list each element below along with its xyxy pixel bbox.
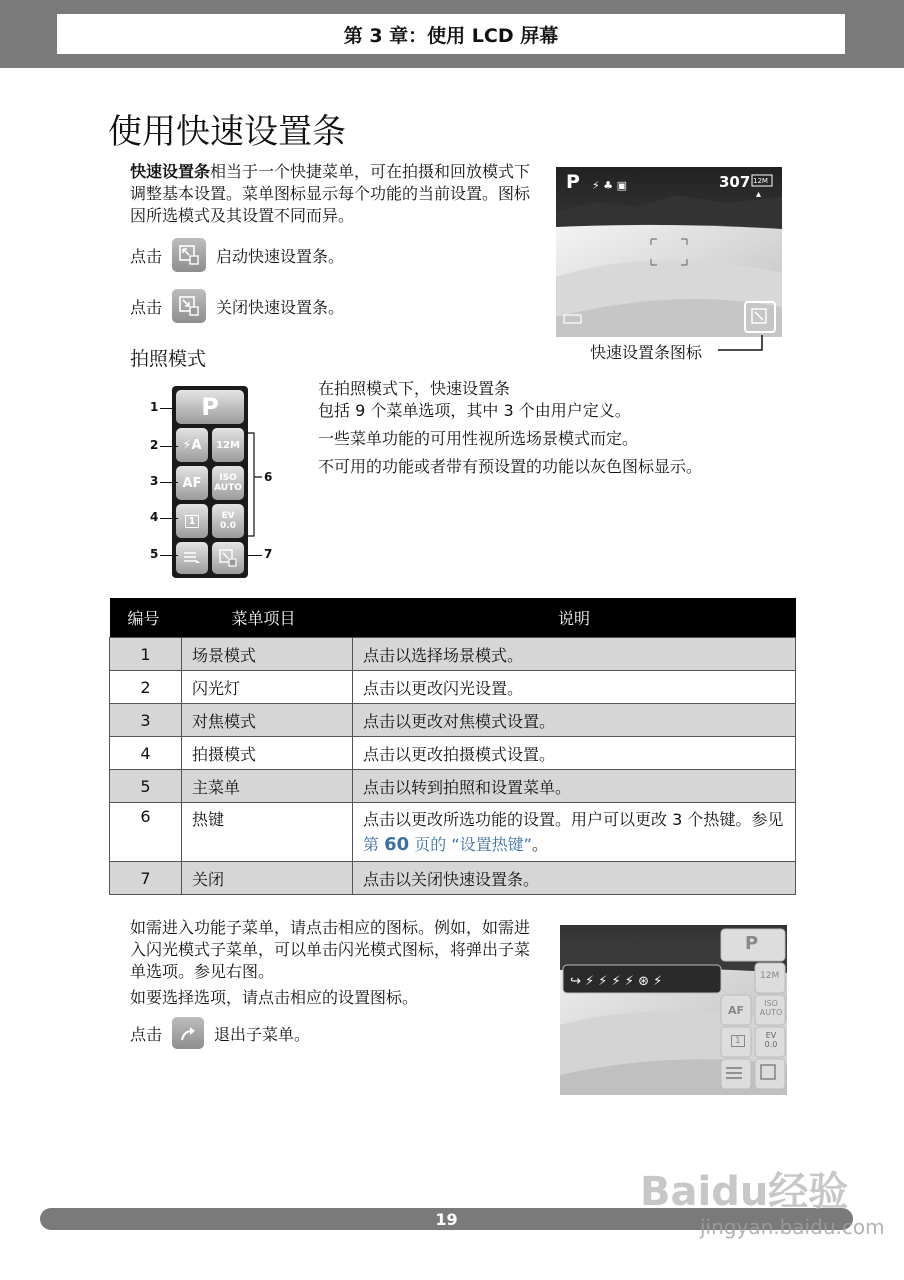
table-row: 5 主菜单 点击以转到拍照和设置菜单。: [110, 770, 796, 803]
submenu-preview-res: 12M: [760, 971, 780, 981]
callout-6: 6: [264, 470, 273, 484]
exit-submenu-row: [130, 1017, 310, 1049]
submenu-preview-af: AF: [728, 1004, 745, 1017]
close-prefix: 点击: [130, 297, 163, 317]
open-suffix: 启动快速设置条。: [216, 246, 345, 266]
svg-text:▴: ▴: [756, 189, 762, 200]
desc-line: 不可用的功能或者带有预设置的功能以灰色图标显示。: [318, 457, 703, 476]
focus-mode-button[interactable]: AF: [176, 466, 208, 500]
header-number: 编号: [110, 598, 182, 638]
iso-button[interactable]: ISO AUTO: [212, 466, 244, 500]
open-quickbar-row: [130, 238, 344, 272]
menu-items-table: [109, 598, 796, 895]
intro-text: 相当于一个快捷菜单，可在拍摄和回放模式下调整基本设置。菜单图标显示每个功能的当前设置。图标因所选模式及其设置不同而异。: [130, 162, 531, 225]
table-header: [110, 598, 796, 638]
table-row: 1 场景模式 点击以选择场景模式。: [110, 638, 796, 671]
hotkey-reference-link[interactable]: 第 60 页的 “设置热键”: [363, 834, 532, 855]
desc-line: 在拍照模式下，快速设置条: [318, 379, 511, 398]
callout-1: 1: [150, 400, 159, 414]
close-quickbar-icon[interactable]: [172, 289, 206, 323]
callout-2: 2: [150, 438, 159, 452]
ev-button[interactable]: EV 0.0: [212, 504, 244, 538]
flash-button[interactable]: ⚡A: [176, 428, 208, 462]
desc-line: 一些菜单功能的可用性视所选场景模式而定。: [318, 429, 639, 448]
menu-icon: [183, 551, 201, 565]
shooting-mode-heading: 拍照模式: [130, 348, 207, 370]
intro-term: 快速设置条: [130, 162, 211, 181]
drive-mode-button[interactable]: 1: [176, 504, 208, 538]
callout-3: 3: [150, 474, 159, 488]
callout-6-bracket: [246, 432, 276, 538]
preview-shot-count: 307: [719, 173, 751, 191]
watermark-url: jingyan.baidu.com: [700, 1215, 885, 1239]
open-prefix: 点击: [130, 246, 163, 266]
desc-line: 包括 9 个菜单选项，其中 3 个由用户定义。: [318, 401, 631, 420]
select-option-para: 如要选择选项，请点击相应的设置图标。: [130, 988, 419, 1007]
table-row: 4 拍摄模式 点击以更改拍摄模式设置。: [110, 737, 796, 770]
submenu-instructions: [130, 917, 530, 1009]
exit-suffix: 退出子菜单。: [214, 1024, 311, 1044]
page-number: 19: [435, 1209, 458, 1229]
quick-settings-bar: [172, 386, 248, 578]
svg-text:↪ ⚡ ⚡ ⚡ ⚡ ⊛ ⚡: ↪ ⚡ ⚡ ⚡ ⚡ ⊛ ⚡: [570, 974, 663, 989]
watermark-brand: Baidu经验: [640, 1169, 849, 1215]
main-menu-button[interactable]: [176, 542, 208, 574]
hotkey-desc: 点击以更改所选功能的设置。用户可以更改 3 个热键。参见: [363, 810, 784, 829]
submenu-para: 如需进入功能子菜单，请点击相应的图标。例如，如需进入闪光模式子菜单，可以单击闪光模式图标，将弹出子菜单选项。参见右图。: [130, 918, 531, 981]
quickbar-icon-caption: 快速设置条图标: [590, 343, 703, 362]
close-suffix: 关闭快速设置条。: [216, 297, 345, 317]
callout-7: 7: [264, 547, 273, 561]
scene-mode-button[interactable]: P: [176, 390, 244, 424]
table-row: 6 热键 点击以更改所选功能的设置。用户可以更改 3 个热键。参见第 60 页的 “设置热键”。: [110, 803, 796, 862]
flash-submenu-preview: [560, 925, 787, 1095]
close-quickbar-row: [130, 289, 344, 323]
caption-leader-line: [718, 335, 768, 355]
close-bar-icon: [219, 549, 237, 567]
open-quickbar-icon[interactable]: [172, 238, 206, 272]
exit-prefix: 点击: [130, 1024, 163, 1044]
submenu-preview-iso: ISO AUTO: [759, 999, 783, 1017]
header-description: 说明: [353, 598, 796, 638]
table-row: 7 关闭 点击以关闭快速设置条。: [110, 862, 796, 895]
callout-5: 5: [150, 547, 159, 561]
submenu-preview-ev: EV 0.0: [764, 1031, 778, 1049]
table-row: 3 对焦模式 点击以更改对焦模式设置。: [110, 704, 796, 737]
preview-resolution: 12M: [753, 177, 768, 185]
submenu-preview-single: 1: [731, 1035, 745, 1047]
submenu-preview-mode: P: [745, 933, 759, 954]
header-item: 菜单项目: [182, 598, 353, 638]
svg-text:⚡ ♣ ▣: ⚡ ♣ ▣: [592, 179, 627, 192]
intro-paragraph: [130, 161, 535, 227]
chapter-title: 第 3 章：使用 LCD 屏幕: [57, 14, 845, 54]
exit-submenu-icon[interactable]: [172, 1017, 204, 1049]
shooting-mode-description: [318, 378, 788, 478]
resolution-button[interactable]: 12M: [212, 428, 244, 462]
camera-preview-image: [556, 167, 782, 337]
page-title: 使用快速设置条: [108, 112, 346, 152]
table-row: 2 闪光灯 点击以更改闪光设置。: [110, 671, 796, 704]
preview-mode: P: [566, 171, 580, 193]
close-bar-button[interactable]: [212, 542, 244, 574]
callout-4: 4: [150, 510, 159, 524]
